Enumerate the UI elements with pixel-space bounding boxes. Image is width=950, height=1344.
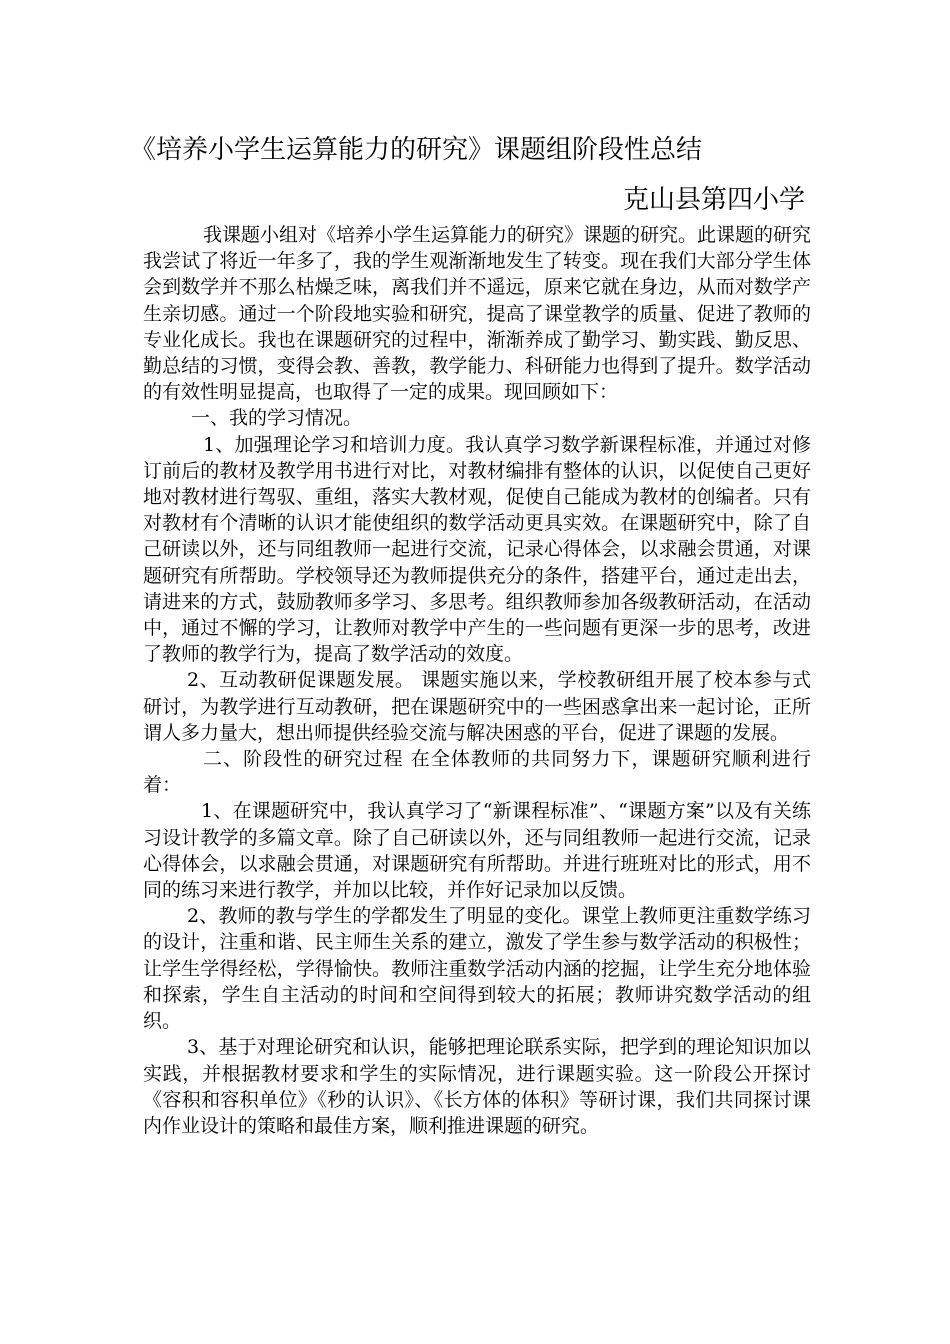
paragraph-interactive-research: 2、互动教研促课题发展。 课题实施以来，学校教研组开展了校本参与式研讨，为教学进行互动教研，把在课题研究中的一些困惑拿出来一起讨论，正所谓人多力量大，想出师提供经验交流与解决困惑的平台，促进了课题的发展。 <box>143 669 811 744</box>
section-heading-research-process: 二、阶段性的研究过程 在全体教师的共同努力下，课题研究顺利进行着： <box>143 748 811 797</box>
section-heading-learning: 一、我的学习情况。 <box>191 407 363 430</box>
intro-paragraph: 我课题小组对《培养小学生运算能力的研究》课题的研究。此课题的研究我尝试了将近一年多了，我的学生观渐渐地发生了转变。现在我们大部分学生体会到数学并不那么枯燥乏味，离我们并不遥远，原来它就在身边，从而对数学产生亲切感。通过一个阶段地实验和研究，提高了课堂教学的质量、促进了教师的专业化成长。我也在课题研究的过程中，渐渐养成了勤学习、勤实践、勤反思、勤总结的习惯，变得会教、善教，教学能力、科研能力也得到了提升。数学活动的有效性明显提高，也取得了一定的成果。现回顾如下： <box>143 224 812 404</box>
paragraph-curriculum-study: 1、在课题研究中，我认真学习了“新课程标准”、“课题方案”以及有关练习设计教学的多篇文章。除了自己研读以外，还与同组教师一起进行交流，记录心得体会，以求融会贯通，对课题研究有所帮助。并进行班班对比的形式，用不同的练习来进行教学，并加以比较，并作好记录加以反馈。 <box>143 800 811 902</box>
document-body <box>143 222 811 1139</box>
paragraph-teaching-changes: 2、教师的教与学生的学都发生了明显的变化。课堂上教师更注重数学练习的设计，注重和谐、民主师生关系的建立，激发了学生参与数学活动的积极性；让学生学得经松，学得愉快。教师注重数学活动内涵的挖掘，让学生充分地体验和探索，学生自主活动的时间和空间得到较大的拓展；教师讲究数学活动的组织。 <box>143 905 811 1033</box>
document-title: 《培养小学生运算能力的研究》课题组阶段性总结 <box>130 135 703 165</box>
document-author: 克山县第四小学 <box>622 185 805 215</box>
paragraph-theory-study: 1、加强理论学习和培训力度。我认真学习数学新课程标准，并通过对修订前后的教材及教学用书进行对比，对教材编排有整体的认识，以促使自己更好地对教材进行驾驭、重组，落实大教材观，促使自己能成为教材的创编者。只有对教材有个清晰的认识才能使组织的数学活动更具实效。在课题研究中，除了自己研读以外，还与同组教师一起进行交流，记录心得体会，以求融会贯通，对课题研究有所帮助。学校领导还为教师提供充分的条件，搭建平台，通过走出去，请进来的方式，鼓励教师多学习、多思考。组织教师参加各级教研活动，在活动中，通过不懈的学习，让教师对教学中产生的一些问题有更深一步的思考，改进了教师的教学行为，提高了数学活动的效度。 <box>143 433 811 666</box>
paragraph-practice: 3、基于对理论研究和认识，能够把理论联系实际，把学到的理论知识加以实践，并根据教材要求和学生的实际情况，进行课题实验。这一阶段公开探讨《容积和容积单位》《秒的认识》、《长方体的体积》等研讨课，我们共同探讨课内作业设计的策略和最佳方案，顺利推进课题的研究。 <box>143 1036 811 1137</box>
